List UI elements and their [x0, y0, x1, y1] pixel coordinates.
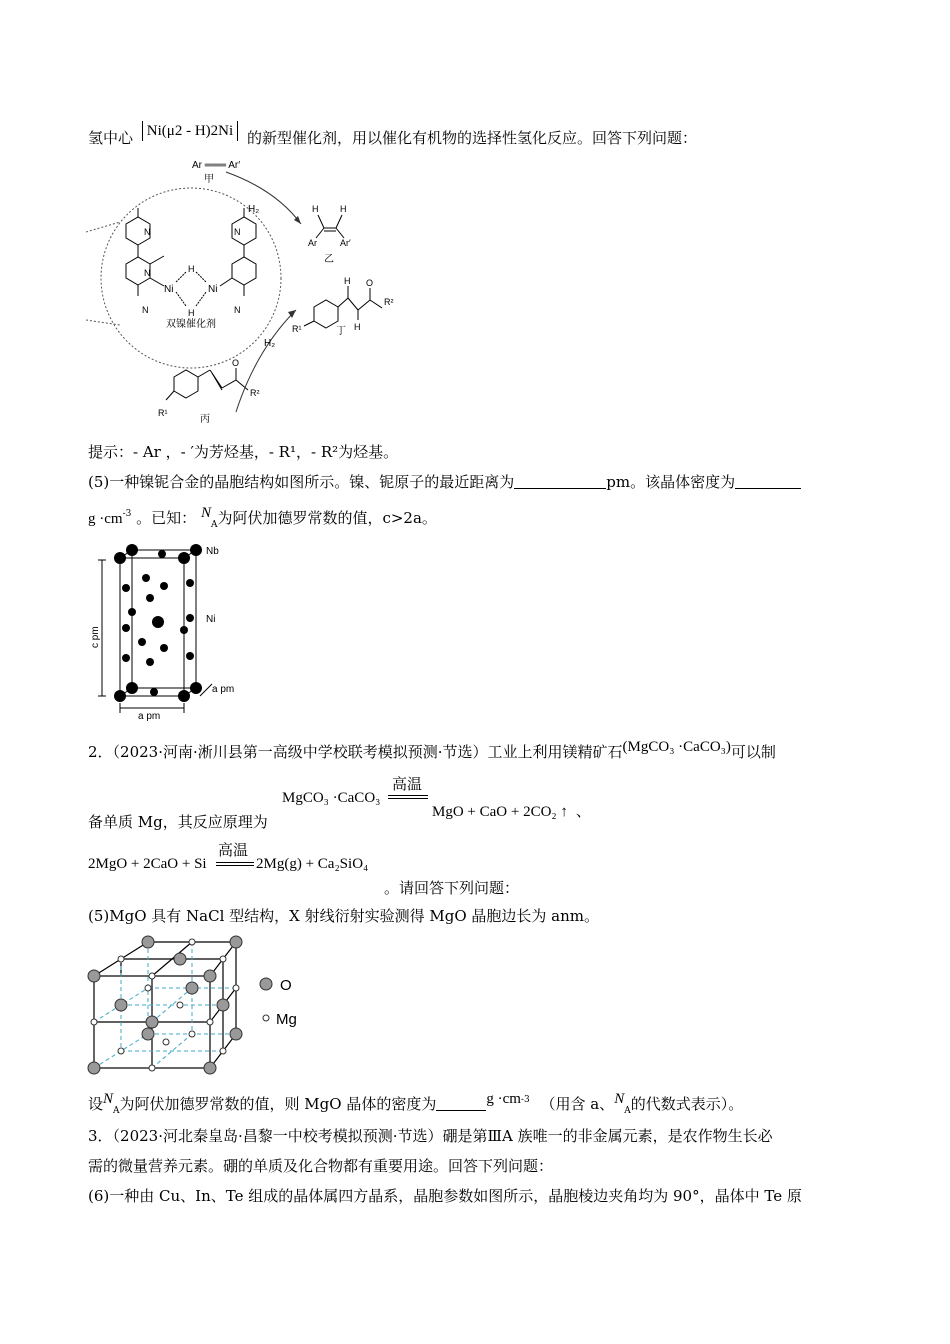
ninb-unit-cell: [88, 538, 258, 723]
q2-line4: 。请回答下列问题：: [384, 879, 520, 897]
legend-o-label: O: [280, 977, 292, 994]
q2-line2: 备单质 Mg，其反应原理为: [88, 813, 268, 831]
svg-text:R²: R²: [250, 388, 260, 398]
right-bipyridine: [220, 208, 256, 296]
svg-text:O: O: [366, 278, 374, 288]
arrow-jia-yi: [226, 172, 301, 224]
q1-hint: 提示：- Ar ，- ′为芳烃基，- R¹，- R²为烃基。: [88, 443, 399, 461]
q3-line2: 需的微量营养元素。硼的单质及化合物都有重要用途。回答下列问题：: [88, 1157, 554, 1175]
legend-o-marker: [260, 978, 272, 990]
svg-text:H: H: [354, 322, 361, 332]
eq2-left: 2MgO + 2CaO + Si: [88, 856, 207, 872]
q1-sub5-line2: $g \cdot cm^{-3}$ 。已知： $N_A$为阿伏加德罗常数的值，c>2a。: [88, 505, 437, 530]
ni-right: Ni: [208, 284, 218, 295]
label-ding: 丁: [336, 326, 346, 337]
catalyst-label: 双镍催化剂: [166, 319, 216, 330]
svg-text:R¹: R¹: [158, 408, 168, 418]
catalyst-formula: Ni(μ2 - H)2Ni: [142, 121, 238, 141]
arrow-bing-ding: [236, 310, 296, 412]
nb-label: Nb: [206, 546, 219, 557]
eq1-equals: [388, 795, 428, 799]
eq1-condition: 高温: [392, 775, 423, 793]
q2-sub5: (5)MgO 具有 NaCl 型结构，X 射线衍射实验测得 MgO 晶胞边长为 anm。: [88, 907, 599, 925]
svg-text:H: H: [340, 204, 347, 214]
ni-label: Ni: [206, 614, 216, 625]
svg-text:N: N: [144, 268, 151, 278]
svg-text:H: H: [188, 264, 195, 274]
eq1-right: MgO + CaO + 2CO₂ ↑ 、: [432, 804, 591, 820]
ding-structure: [304, 286, 382, 328]
a-pm-side-label: a pm: [212, 684, 235, 695]
bing-structure: [166, 368, 248, 400]
answer-blank-distance[interactable]: [514, 472, 606, 489]
label-yi: 乙: [324, 254, 334, 265]
svg-text:H: H: [188, 308, 195, 318]
q2-answer-line: 设$N_A$为阿伏加德罗常数的值，则 MgO 晶体的密度为 $g \cdot cm^{-3}$ （用含 a、$N_A$的代数式表示）。: [88, 1091, 744, 1116]
q3-line1: 3．（2023·河北秦皇岛·昌黎一中校考模拟预测·节选）硼是第ⅢA 族唯一的非金属元素，是农作物生长必: [88, 1127, 773, 1145]
hydrogenation-figure: [86, 150, 426, 435]
answer-blank-mgo-density[interactable]: [436, 1094, 486, 1111]
left-bipyridine: [126, 208, 164, 296]
label-jia: 甲: [204, 174, 214, 185]
svg-text:O: O: [232, 358, 240, 368]
eq2-condition: 高温: [218, 841, 249, 859]
label-bing: 丙: [200, 414, 210, 425]
h2-bottom: H₂: [264, 338, 276, 349]
legend-mg-marker: [263, 1015, 269, 1021]
svg-text:N: N: [234, 227, 241, 237]
svg-text:H: H: [344, 276, 351, 286]
svg-text:H: H: [312, 204, 319, 214]
eq2-equals: [216, 862, 254, 866]
q1-intro-line: [88, 123, 697, 149]
svg-text:Ar: Ar: [308, 238, 317, 248]
ni-left: Ni: [164, 284, 174, 295]
catalyst-circle: [101, 188, 281, 368]
q3-line3: (6)一种由 Cu、In、Te 组成的晶体属四方晶系，晶胞参数如图所示，晶胞棱边夹角均为 90°，晶体中 Te 原: [88, 1187, 802, 1205]
q1-intro-prefix: 氢中心: [88, 129, 134, 147]
svg-text:R¹: R¹: [292, 324, 302, 334]
svg-text:R²: R²: [384, 297, 394, 307]
c-pm-label: c pm: [90, 626, 101, 648]
svg-text:N: N: [234, 305, 241, 315]
q1-intro-suffix: 的新型催化剂，用以催化有机物的选择性氢化反应。回答下列问题：: [246, 129, 697, 147]
svg-text:Ar′: Ar′: [340, 238, 351, 248]
a-pm-bottom-label: a pm: [138, 711, 161, 722]
legend-mg-label: Mg: [276, 1011, 297, 1028]
answer-blank-density[interactable]: [735, 472, 801, 489]
mgo-unit-cell: [86, 932, 316, 1078]
q2-line1: 2．（2023·河南·淅川县第一高级中学校联考模拟预测·节选）工业上利用镁精矿石(MgCO₃ ·CaCO₃)可以制: [88, 739, 776, 761]
svg-text:N: N: [142, 305, 149, 315]
jia-formula: Ar ═══ Ar′: [192, 160, 241, 171]
h2-top: H₂: [248, 204, 260, 215]
eq1-left: MgCO₃ ·CaCO₃: [282, 790, 381, 806]
q1-sub5-line1: (5)一种镍铌合金的晶胞结构如图所示。镍、铌原子的最近距离为 pm。该晶体密度为: [88, 472, 801, 492]
eq2-right: 2Mg(g) + Ca₂SiO₄: [256, 856, 369, 872]
mineral-formula: (MgCO₃ ·CaCO₃): [622, 739, 731, 755]
svg-text:N: N: [144, 227, 151, 237]
